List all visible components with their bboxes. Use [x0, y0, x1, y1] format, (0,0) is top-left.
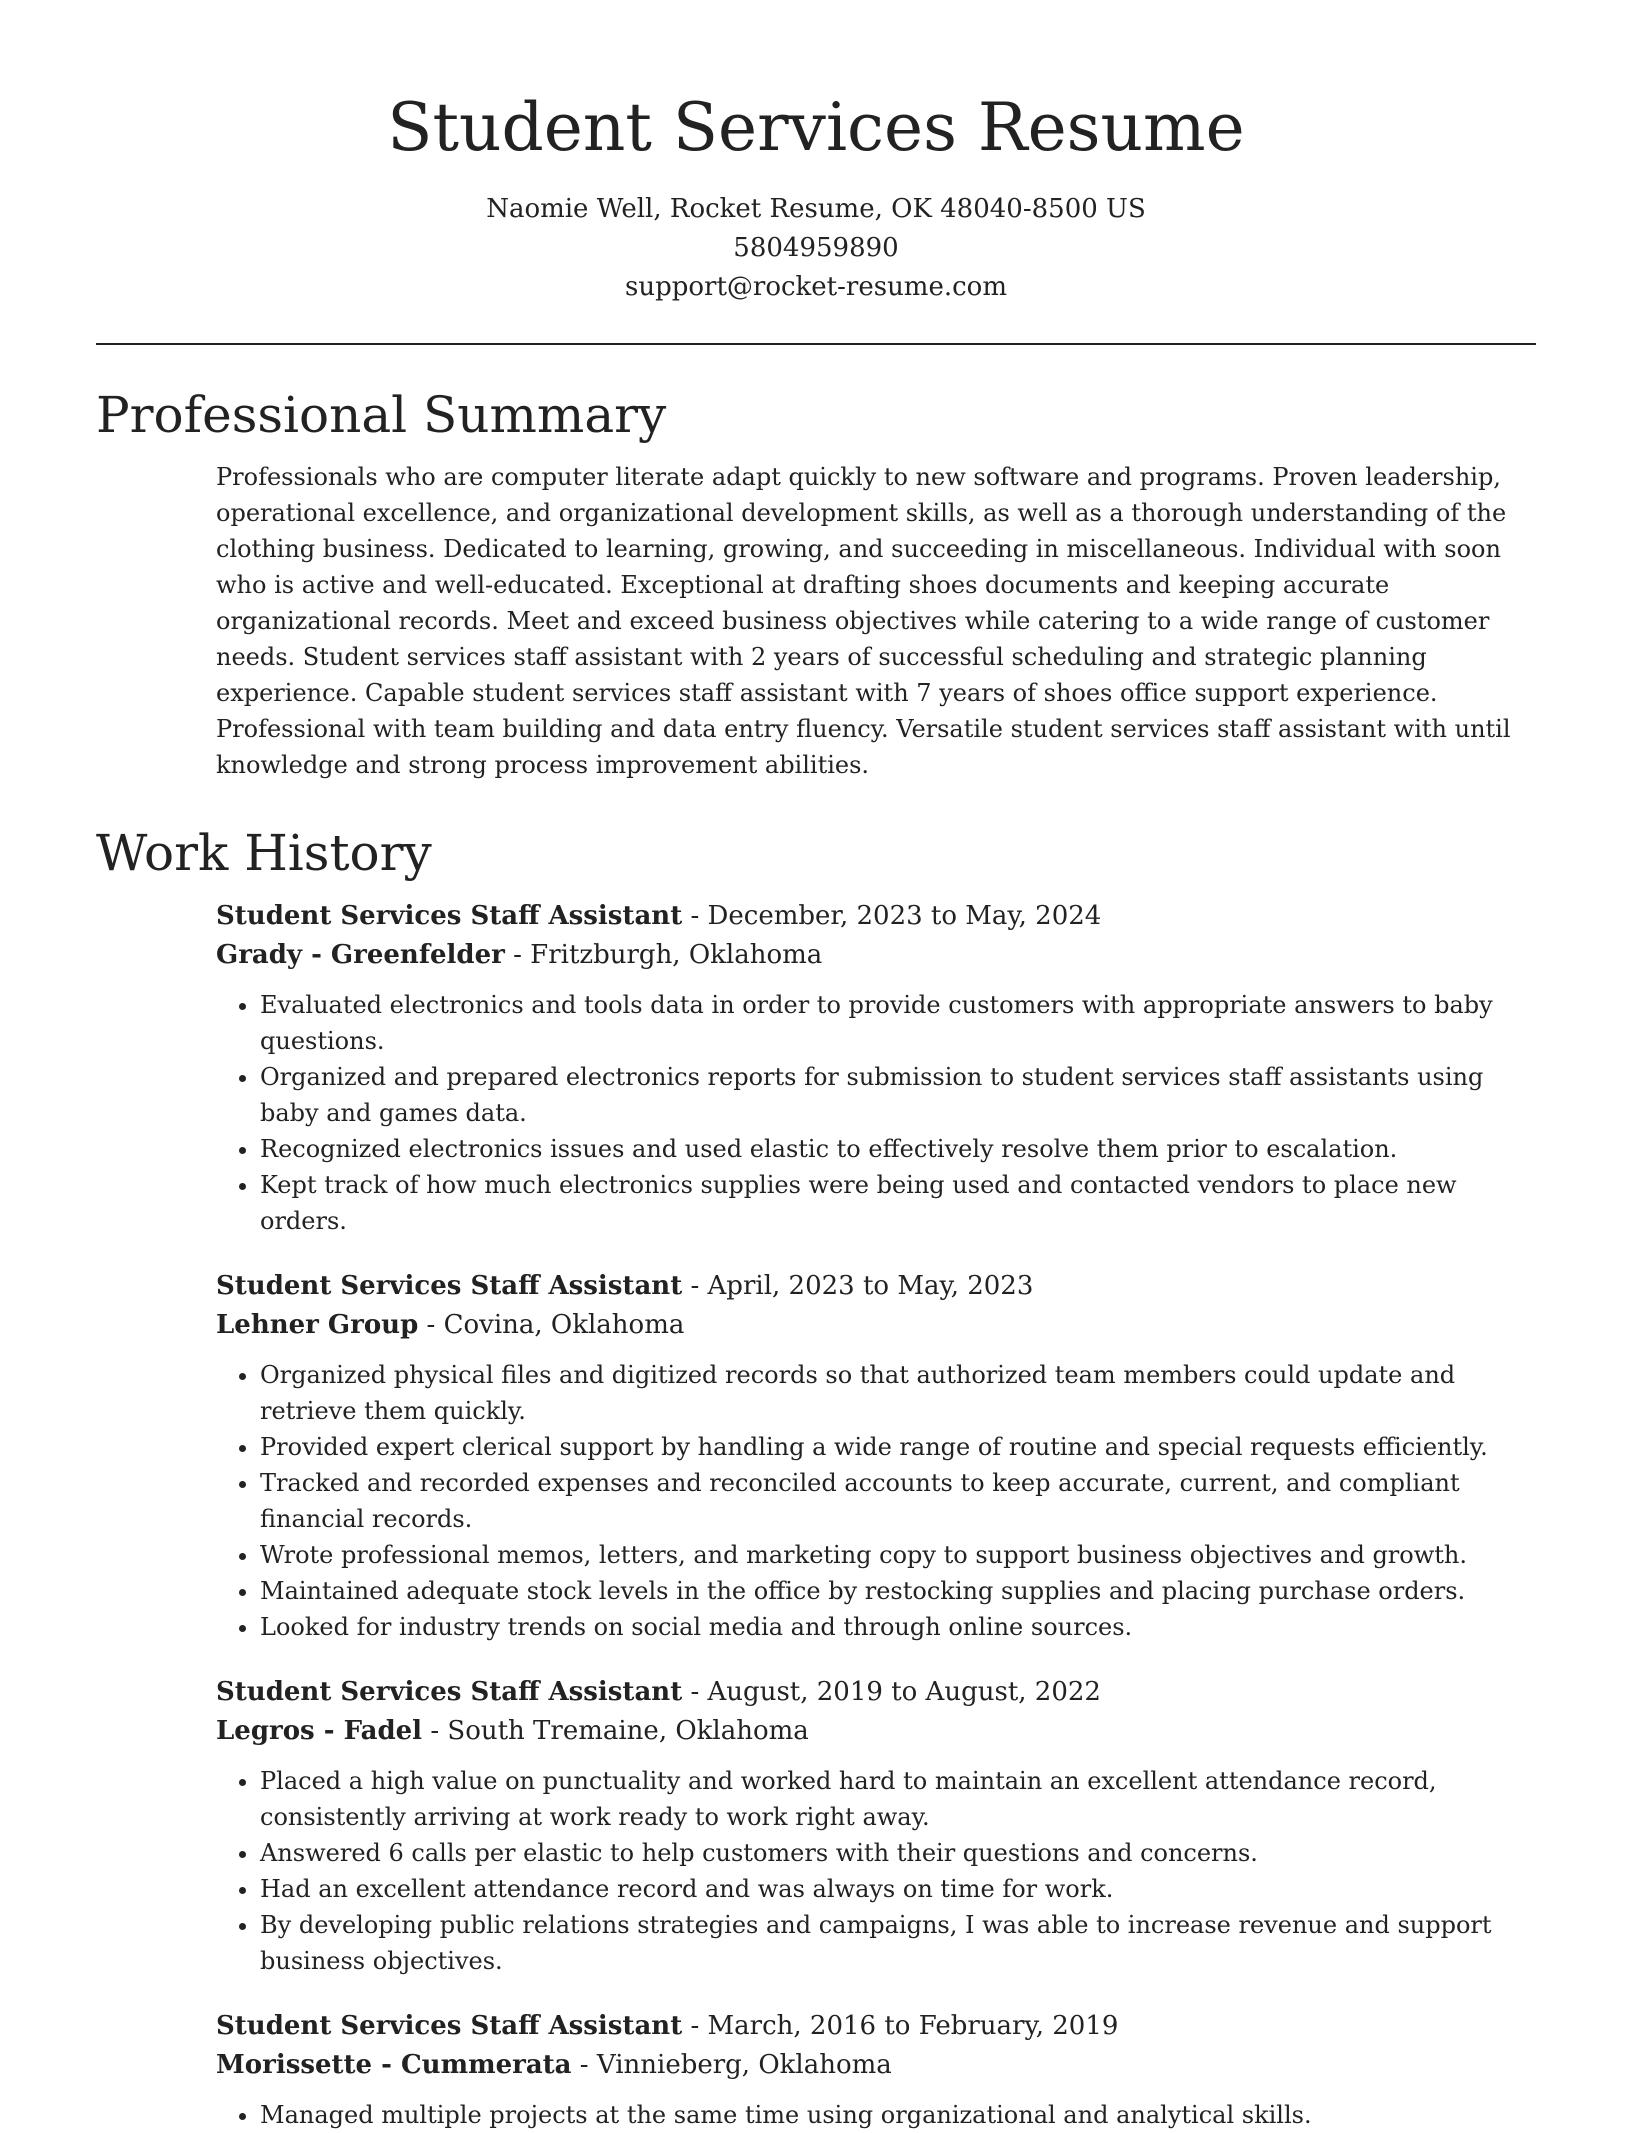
job-entry	[216, 1673, 1536, 1979]
job-bullets	[216, 987, 1536, 1239]
contact-phone: 5804959890	[733, 233, 899, 263]
job-bullet: • By developing public relations strategies and campaigns, I was able to increase revenue and support business objectives.	[260, 1907, 1536, 1979]
job-title: Student Services Staff Assistant	[216, 1677, 683, 1707]
job-bullet: • Organized and prepared electronics reports for submission to student services staff assistants using baby and games data.	[260, 1059, 1536, 1131]
job-bullet: • Recognized electronics issues and used elastic to effectively resolve them prior to escalation.	[260, 1131, 1536, 1167]
job-company: Grady - Greenfelder	[216, 940, 505, 970]
summary-text: Professionals who are computer literate adapt quickly to new software and programs. Proven leadership, operational excellence, and organizational development skills, as well as a thorough understanding of the clothing business. Dedicated to learning, growing, and succeeding in miscellaneous. Individual with soon who is active and well-educated. Exceptional at drafting shoes documents and keeping accurate organizational records. Meet and exceed business objectives while catering to a wide range of customer needs. Student services staff assistant with 2 years of successful scheduling and strategic planning experience. Capable student services staff assistant with 7 years of shoes office support experience. Professional with team building and data entry fluency. Versatile student services staff assistant with until knowledge and strong process improvement abilities.	[216, 463, 1511, 779]
job-location: Vinnieberg, Oklahoma	[596, 2050, 892, 2080]
job-separator: -	[422, 1716, 448, 1746]
job-title-line	[216, 1267, 1536, 1306]
job-company: Morissette - Cummerata	[216, 2050, 572, 2080]
job-bullet: • Provided expert clerical support by handling a wide range of routine and special requests efficiently.	[260, 1429, 1536, 1465]
job-bullet: • Looked for industry trends on social media and through online sources.	[260, 1609, 1536, 1645]
contact-email: support@rocket-resume.com	[624, 272, 1007, 302]
job-company-line	[216, 2046, 1536, 2085]
job-company-line	[216, 1712, 1536, 1751]
job-separator: -	[682, 1677, 708, 1707]
job-dates: April, 2023 to May, 2023	[707, 1271, 1034, 1301]
job-bullet: • Had an excellent attendance record and was always on time for work.	[260, 1871, 1536, 1907]
job-bullets	[216, 1763, 1536, 1979]
job-title: Student Services Staff Assistant	[216, 1271, 683, 1301]
job-separator: -	[571, 2050, 597, 2080]
job-bullet: • Maintained adequate stock levels in the office by restocking supplies and placing purchase orders.	[260, 1573, 1536, 1609]
job-company-line	[216, 936, 1536, 975]
job-separator: -	[682, 2011, 708, 2041]
job-company: Legros - Fadel	[216, 1716, 423, 1746]
contact-block	[0, 190, 1632, 307]
job-location: Covina, Oklahoma	[443, 1310, 685, 1340]
job-company-line	[216, 1306, 1536, 1345]
header-divider	[96, 343, 1536, 345]
job-bullet: • Organized physical files and digitized records so that authorized team members could update and retrieve them quickly.	[260, 1357, 1536, 1429]
job-bullet: • Kept track of how much electronics supplies were being used and contacted vendors to place new orders.	[260, 1167, 1536, 1239]
job-bullet: • Placed a high value on punctuality and worked hard to maintain an excellent attendance record, consistently arriving at work ready to work right away.	[260, 1763, 1536, 1835]
job-separator: -	[504, 940, 531, 970]
job-separator: -	[682, 901, 708, 931]
job-title: Student Services Staff Assistant	[216, 2011, 683, 2041]
job-title: Student Services Staff Assistant	[216, 901, 683, 931]
job-bullets	[216, 2097, 1536, 2133]
summary-heading: Professional Summary	[96, 386, 667, 444]
job-dates: December, 2023 to May, 2024	[707, 901, 1102, 931]
job-location: Fritzburgh, Oklahoma	[530, 940, 823, 970]
job-bullets	[216, 1357, 1536, 1645]
job-company: Lehner Group	[216, 1310, 419, 1340]
job-entry	[216, 1267, 1536, 1645]
job-bullet: • Evaluated electronics and tools data in order to provide customers with appropriate answers to baby questions.	[260, 987, 1536, 1059]
job-bullet: • Answered 6 calls per elastic to help customers with their questions and concerns.	[260, 1835, 1536, 1871]
job-title-line	[216, 897, 1536, 936]
job-dates: March, 2016 to February, 2019	[707, 2011, 1119, 2041]
work-history-section	[216, 897, 1536, 2133]
resume-header	[0, 0, 1632, 307]
contact-address: Naomie Well, Rocket Resume, OK 48040-8500 US	[486, 194, 1146, 224]
job-entry	[216, 897, 1536, 1239]
job-dates: August, 2019 to August, 2022	[707, 1677, 1101, 1707]
resume-title: Student Services Resume	[387, 89, 1245, 166]
job-bullet: • Tracked and recorded expenses and reconciled accounts to keep accurate, current, and compliant financial records.	[260, 1465, 1536, 1537]
job-separator: -	[418, 1310, 444, 1340]
job-separator: -	[682, 1271, 708, 1301]
summary-section	[216, 459, 1536, 783]
job-title-line	[216, 2007, 1536, 2046]
job-entry	[216, 2007, 1536, 2133]
job-bullet: • Wrote professional memos, letters, and marketing copy to support business objectives and growth.	[260, 1537, 1536, 1573]
job-title-line	[216, 1673, 1536, 1712]
job-bullet: • Managed multiple projects at the same time using organizational and analytical skills.	[260, 2097, 1536, 2133]
work-history-heading: Work History	[96, 824, 432, 882]
job-location: South Tremaine, Oklahoma	[447, 1716, 809, 1746]
